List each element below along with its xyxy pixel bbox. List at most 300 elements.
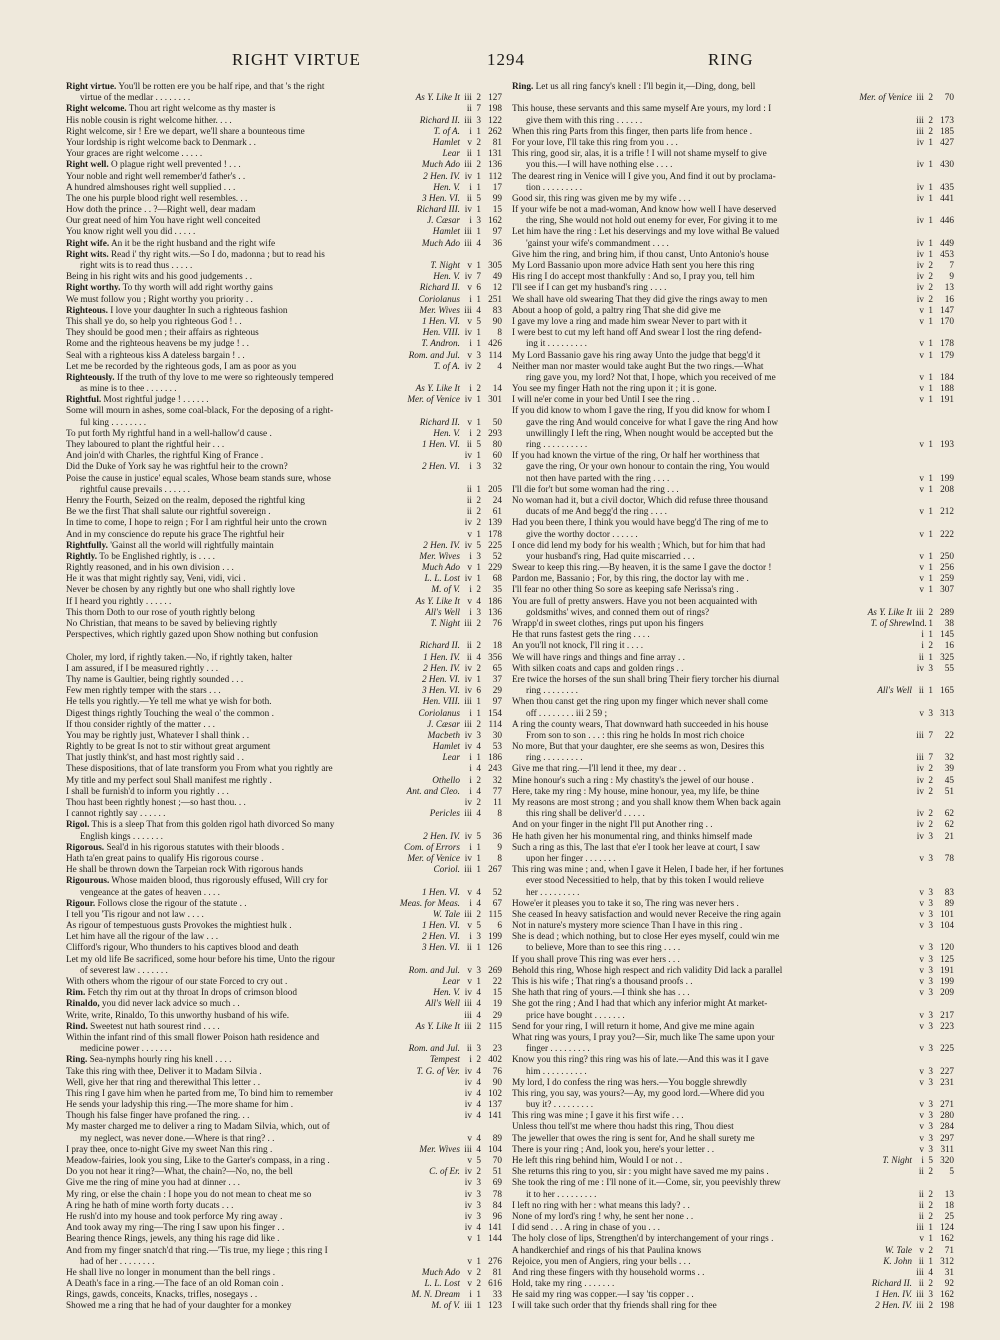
quotation: Pardon me, Bassanio ; For, by this ring, the doctor lay with me .	[512, 574, 749, 585]
scene-number: 1	[928, 137, 933, 148]
scene-number: 2	[928, 809, 933, 820]
entry-line	[512, 730, 954, 742]
entry-line	[512, 518, 944, 529]
act-number: iv	[916, 160, 924, 171]
entry-text	[512, 1201, 838, 1212]
quotation: With silken coats and caps and golden rings . .	[512, 663, 684, 674]
entry-text	[66, 742, 386, 753]
scene-number: 4	[476, 898, 481, 909]
play-reference: 1 Hen. VI.	[421, 887, 460, 898]
quotation: He sends your ladyship this ring.—The more shame for him .	[66, 1100, 294, 1111]
play-reference: Hen. V.	[433, 272, 460, 283]
scene-number: 3	[928, 663, 933, 674]
entry-line	[66, 674, 502, 686]
entry-text	[80, 966, 386, 977]
quotation: She ceased In heavy satisfaction and would never Receive the ring again	[512, 909, 781, 920]
entry-line	[66, 775, 502, 787]
play-reference: Rom. and Jul.	[408, 350, 460, 361]
quotation: Sea-nymphs hourly ring his knell . . . .	[89, 1055, 232, 1066]
entry-line	[66, 551, 502, 563]
quotation: Your lordship is right welcome back to Denmark . .	[66, 137, 256, 148]
quotation: off . . . . . . . . iii 2 59 ;	[526, 708, 608, 719]
scene-number: 1	[928, 630, 933, 641]
headword: Right well.	[66, 160, 109, 171]
scene-number: 1	[476, 563, 481, 574]
entry-line	[512, 1245, 954, 1257]
line-number: 185	[940, 126, 954, 137]
entry-text	[80, 1044, 386, 1055]
scene-number: 3	[928, 921, 933, 932]
entry-line	[512, 362, 944, 373]
entry-text	[512, 720, 838, 731]
entry-text	[66, 664, 386, 675]
scene-number: 2	[928, 1211, 933, 1222]
line-number: 271	[940, 1100, 954, 1111]
headword: Rim.	[66, 988, 86, 999]
quotation: Ere twice the horses of the sun shall bring Their fiery torcher his diurnal	[512, 674, 780, 685]
scene-number: 2	[928, 641, 933, 652]
quotation: The dearest ring in Venice will I give you, And find it out by proclama-	[512, 171, 776, 182]
entry-text	[526, 474, 838, 485]
entry-line	[512, 853, 954, 865]
entry-text	[512, 395, 838, 406]
headword: Rigol.	[66, 820, 90, 831]
entry-line	[512, 1144, 954, 1156]
entry-text	[66, 160, 386, 171]
play-reference: 1 Hen. IV.	[423, 652, 460, 663]
quotation: This ring, good sir, alas, it is a trifle ! I will not shame myself to give	[512, 149, 767, 160]
act-number: iii	[916, 1301, 924, 1312]
entry-text	[512, 1178, 838, 1189]
entry-line	[66, 305, 502, 317]
play-reference: 2 Hen. IV.	[875, 1301, 912, 1312]
quotation: Let me be recorded by the righteous gods, I am as poor as you	[66, 361, 297, 372]
quotation: I tell you 'Tis rigour and not law . . . .	[66, 909, 204, 920]
entry-text	[512, 1111, 838, 1122]
entry-text	[512, 1145, 838, 1156]
entry-line	[512, 496, 944, 507]
entry-line	[512, 395, 954, 406]
entry-text	[526, 373, 838, 384]
play-reference: 2 Hen. IV.	[423, 171, 460, 182]
quotation: When this ring Parts from this finger, then parts life from hence .	[512, 126, 753, 137]
entry-line	[512, 451, 944, 462]
quotation: A Death's face in a ring.—The face of an old Roman coin .	[66, 1279, 284, 1290]
quotation: Our great need of him You have right well conceited	[66, 216, 261, 227]
scene-number: 3	[476, 350, 481, 361]
entry-text	[512, 82, 838, 93]
scene-number: 2	[476, 719, 481, 730]
entry-text	[512, 1055, 838, 1066]
act-number: v	[919, 350, 924, 361]
entry-text	[66, 1145, 386, 1156]
quotation: right wits is to read thus . . . . .	[80, 261, 193, 271]
line-number: 70	[944, 93, 954, 104]
scene-number: 1	[476, 674, 481, 685]
entry-line	[512, 898, 954, 910]
scene-number: 5	[476, 921, 481, 932]
entry-line	[66, 697, 502, 708]
entry-text	[80, 485, 386, 496]
play-reference: Lear	[442, 753, 460, 764]
line-number: 23	[492, 1044, 502, 1055]
quotation: Hath ta'en great pains to qualify His rigorous course .	[66, 853, 264, 864]
scene-number: 3	[928, 898, 933, 909]
quotation: If the truth of thy love to me were so righteously tempered	[116, 372, 334, 383]
quotation: This house, these servants and this same myself Are yours, my lord : I	[512, 104, 772, 115]
act-number: iii	[464, 619, 472, 629]
act-number: iv	[464, 574, 472, 585]
entry-line	[512, 742, 944, 753]
line-number: 13	[944, 1189, 954, 1200]
act-number: v	[467, 977, 472, 987]
entry-text	[66, 518, 386, 529]
entry-text	[80, 888, 386, 899]
entry-text	[526, 552, 838, 563]
play-reference: Mer. Wives	[419, 1144, 460, 1155]
quotation: We will have rings and things and fine array . .	[512, 652, 685, 663]
entry-line	[512, 149, 944, 160]
act-number: v	[467, 261, 472, 271]
line-number: 446	[940, 216, 954, 227]
scene-number: 1	[928, 574, 933, 585]
quotation: He said my ring was copper.—I say 'tis copper . .	[512, 1290, 694, 1301]
entry-text	[512, 518, 838, 529]
line-number: 52	[492, 551, 502, 562]
entry-line	[66, 115, 502, 127]
entry-line	[512, 160, 954, 171]
act-number: iv	[464, 540, 472, 551]
scene-number: 2	[476, 775, 481, 786]
act-number: v	[919, 529, 924, 540]
headword: Rightly.	[66, 551, 98, 562]
entry-line	[512, 440, 954, 451]
entry-text	[66, 820, 386, 831]
scene-number: 1	[928, 395, 933, 406]
scene-number: 1	[928, 686, 933, 697]
scene-number: 4	[476, 786, 481, 797]
quotation: If your wife be not a mad-woman, And know how well I have deserved	[512, 205, 777, 216]
play-reference: Pericles	[429, 809, 460, 820]
quotation: Hold, take my ring . . . . . . .	[512, 1279, 615, 1290]
play-reference: As Y. Like It	[415, 1021, 460, 1032]
quotation: I'll die for't but some woman had the ring . . .	[512, 484, 679, 495]
act-number: i	[469, 708, 472, 719]
quotation: Henry the Fourth, Seized on the realm, deposed the rightful king	[66, 495, 305, 506]
entry-text	[512, 787, 838, 798]
act-number: v	[919, 585, 924, 596]
act-number: iv	[916, 216, 924, 227]
line-number: 250	[940, 551, 954, 562]
entry-text	[512, 798, 838, 809]
quotation: No Christian, that means to be saved by believing rightly	[66, 619, 278, 629]
act-number: v	[919, 1234, 924, 1245]
scene-number: 4	[476, 764, 481, 775]
entry-text	[66, 172, 386, 183]
line-number: 92	[944, 1279, 954, 1290]
act-number: iii	[464, 1021, 472, 1032]
scene-number: 1	[476, 227, 481, 238]
scene-number: 3	[928, 909, 933, 920]
scene-number: 1	[928, 384, 933, 395]
entry-text	[66, 574, 386, 585]
entry-text	[66, 205, 386, 216]
play-reference: 1 Hen. VI.	[421, 440, 460, 450]
play-reference: All's Well	[877, 686, 912, 697]
line-number: 76	[492, 1066, 502, 1077]
entry-line	[512, 372, 954, 384]
act-number: v	[467, 965, 472, 976]
quotation: Fetch thy rim out at thy throat In drops of crimson blood	[87, 988, 297, 999]
entry-text	[512, 899, 838, 910]
quotation: His noble cousin is right welcome hither. . . .	[66, 115, 232, 126]
play-reference: Richard II.	[419, 283, 460, 294]
entry-text	[512, 127, 838, 138]
quotation: The jeweller that owes the ring is sent for, And he shall surety me	[512, 1133, 755, 1144]
entry-line	[66, 596, 502, 608]
scene-number: 2	[928, 1245, 933, 1256]
quotation: as mine is to thee . . . . . . .	[80, 384, 177, 395]
quotation: My reasons are most strong ; and you shall know them When back again	[512, 798, 781, 808]
entry-text	[526, 239, 838, 250]
act-number: v	[919, 909, 924, 920]
scene-number: 1	[476, 977, 481, 987]
quotation: you did never lack advice so much . .	[101, 999, 240, 1010]
line-number: 29	[492, 686, 502, 697]
play-reference: J. Cæsar	[427, 216, 460, 227]
entry-text	[66, 440, 386, 451]
scene-number: 3	[476, 216, 481, 227]
quotation: Seal with a righteous kiss A dateless bargain ! . .	[66, 350, 245, 361]
play-reference: Mer. of Venice	[859, 93, 912, 104]
quotation: This ring was mine ; I gave it his first wife . . .	[512, 1111, 684, 1122]
scene-number: 1	[476, 484, 481, 495]
act-number: iii	[464, 809, 472, 820]
act-number: v	[467, 1133, 472, 1144]
entry-line	[512, 708, 954, 720]
scene-number: 2	[476, 1055, 481, 1066]
act-number: iii	[916, 1290, 924, 1301]
act-number: i	[469, 585, 472, 596]
act-number: iv	[464, 1111, 472, 1122]
entry-line	[512, 1089, 944, 1100]
entry-text	[66, 373, 386, 384]
entry-text	[66, 272, 386, 283]
act-number: iii	[464, 115, 472, 126]
entry-text	[66, 608, 386, 619]
scene-number: 4	[476, 1077, 481, 1088]
scene-number: 4	[476, 1111, 481, 1122]
scene-number: 1	[476, 294, 481, 305]
quotation: I will take such order that thy friends shall ring for thee	[512, 1301, 717, 1312]
act-number: ii	[918, 1211, 924, 1222]
line-number: 22	[944, 730, 954, 741]
play-reference: Richard II.	[419, 417, 460, 428]
line-number: 114	[488, 719, 502, 730]
entry-text	[66, 104, 386, 115]
scene-number: 3	[928, 708, 933, 719]
entry-line	[512, 1021, 954, 1033]
scene-number: 2	[928, 775, 933, 786]
entry-text	[66, 474, 386, 485]
entry-line	[512, 977, 954, 988]
entry-line	[512, 418, 944, 429]
entry-text	[526, 854, 838, 865]
play-reference: Rom. and Jul.	[408, 965, 460, 976]
quotation: Poise the cause in justice' equal scales, Whose beam stands sure, whose	[66, 473, 331, 484]
entry-text	[80, 1257, 386, 1268]
entry-text	[66, 1234, 386, 1245]
entry-text	[512, 574, 838, 585]
entry-line	[512, 597, 944, 608]
line-number: 227	[940, 1066, 954, 1077]
line-number: 223	[940, 1021, 954, 1032]
entry-line	[66, 1133, 502, 1145]
headword: Right virtue.	[66, 82, 117, 92]
quotation: These dispositions, that of late transform you From what you rightly are	[66, 764, 333, 775]
entry-line	[66, 730, 502, 742]
entry-text	[66, 798, 386, 809]
play-reference: J. Cæsar	[427, 719, 460, 730]
entry-line	[512, 238, 954, 250]
act-number: iii	[916, 753, 924, 764]
scene-number: 2	[928, 261, 933, 271]
entry-line	[512, 507, 954, 518]
entry-text	[66, 462, 386, 473]
entry-text	[66, 630, 386, 641]
quotation: He shall live no longer in monument than the bell rings .	[66, 1267, 276, 1278]
line-number: 441	[940, 193, 954, 204]
quotation: Rightly reasoned, and in his own division . . .	[66, 563, 234, 574]
act-number: iii	[916, 1267, 924, 1278]
scene-number: 3	[928, 1021, 933, 1032]
entry-line	[66, 977, 502, 988]
act-number: iv	[464, 1189, 472, 1200]
entry-text	[512, 104, 838, 115]
line-number: 104	[940, 921, 954, 932]
entry-line	[512, 1301, 954, 1312]
quotation: Give me that ring.—I'll lend it thee, my dear . .	[512, 764, 686, 775]
entry-line	[66, 1223, 502, 1234]
scene-number: 4	[476, 596, 481, 607]
quotation: Seal'd in his rigorous statutes with their bloods .	[106, 842, 285, 853]
line-number: 126	[488, 943, 502, 954]
act-number: v	[467, 1279, 472, 1290]
line-number: 179	[940, 350, 954, 361]
entry-text	[66, 1290, 386, 1301]
entry-text	[512, 820, 838, 831]
scene-number: 1	[928, 339, 933, 350]
entry-text	[66, 854, 386, 865]
line-number: 145	[940, 630, 954, 641]
act-number: iv	[916, 663, 924, 674]
act-number: i	[921, 641, 924, 652]
quotation: None of my lord's ring ! why, he sent her none . .	[512, 1211, 694, 1222]
quotation: If you did know to whom I gave the ring, If you did know for whom I	[512, 406, 771, 417]
scene-number: 6	[476, 686, 481, 697]
line-number: 243	[488, 764, 502, 775]
quotation: her . . . . . . . . .	[526, 887, 580, 898]
quotation: upon her finger . . . . . . .	[526, 853, 616, 864]
entry-text	[66, 1089, 386, 1100]
scene-number: 1	[928, 182, 933, 193]
quotation: Neither man nor master would take aught But the two rings.—What	[512, 361, 764, 372]
entry-line	[512, 607, 954, 619]
entry-line	[512, 294, 954, 306]
act-number: v	[919, 1133, 924, 1144]
quotation: And took away my ring—The ring I saw upon his finger . .	[66, 1223, 285, 1234]
entry-line	[512, 93, 954, 104]
act-number: ii	[918, 1256, 924, 1267]
entry-text	[66, 619, 386, 630]
act-number: ii	[466, 495, 472, 506]
act-number: v	[919, 1122, 924, 1133]
entry-text	[512, 999, 838, 1010]
act-number: iv	[464, 1088, 472, 1099]
entry-text	[66, 149, 386, 160]
quotation: I did send . . . A ring in chase of you . . .	[512, 1223, 660, 1234]
play-reference: Macbeth	[427, 730, 460, 741]
scene-number: 1	[928, 652, 933, 663]
scene-number: 7	[476, 104, 481, 115]
scene-number: 2	[476, 428, 481, 439]
entry-line	[66, 1167, 502, 1178]
entry-line	[512, 406, 944, 417]
quotation: My Lord Bassanio upon more advice Hath sent you here this ring	[512, 261, 755, 271]
scene-number: 2	[928, 126, 933, 137]
line-number: 7	[949, 261, 954, 271]
entry-text	[66, 865, 386, 876]
line-number: 312	[940, 1256, 954, 1267]
act-number: v	[919, 921, 924, 932]
entry-line	[512, 753, 954, 764]
scene-number: 2	[476, 585, 481, 596]
entry-text	[526, 709, 838, 720]
act-number: iv	[464, 831, 472, 842]
entry-text	[512, 630, 838, 641]
line-number: 199	[488, 932, 502, 943]
act-number: v	[467, 563, 472, 574]
entry-line	[512, 1167, 954, 1178]
scene-number: 1	[476, 182, 481, 193]
entry-text	[66, 216, 386, 227]
entry-text	[66, 720, 386, 731]
entry-line	[66, 451, 502, 462]
play-reference: T. of A.	[433, 361, 460, 372]
entry-line	[66, 909, 502, 921]
entry-line	[512, 473, 954, 485]
entry-line	[66, 339, 502, 350]
line-number: 141	[488, 1111, 502, 1122]
quotation: Good sir, this ring was given me by my wife . . .	[512, 193, 691, 204]
scene-number: 3	[476, 115, 481, 126]
entry-text	[80, 418, 386, 429]
entry-text	[512, 194, 838, 205]
play-reference: L. L. Lost	[424, 574, 460, 585]
entry-line	[66, 719, 502, 731]
running-head-left: RIGHT VIRTUE	[232, 50, 361, 69]
line-number: 76	[492, 619, 502, 629]
entry-text	[66, 1022, 386, 1033]
entry-line	[66, 137, 502, 149]
line-number: 280	[940, 1111, 954, 1122]
act-number: v	[467, 596, 472, 607]
entry-line	[66, 708, 502, 720]
act-number: iv	[464, 272, 472, 283]
entry-text	[66, 1268, 386, 1279]
act-number: i	[469, 1055, 472, 1066]
line-number: 14	[492, 384, 502, 395]
